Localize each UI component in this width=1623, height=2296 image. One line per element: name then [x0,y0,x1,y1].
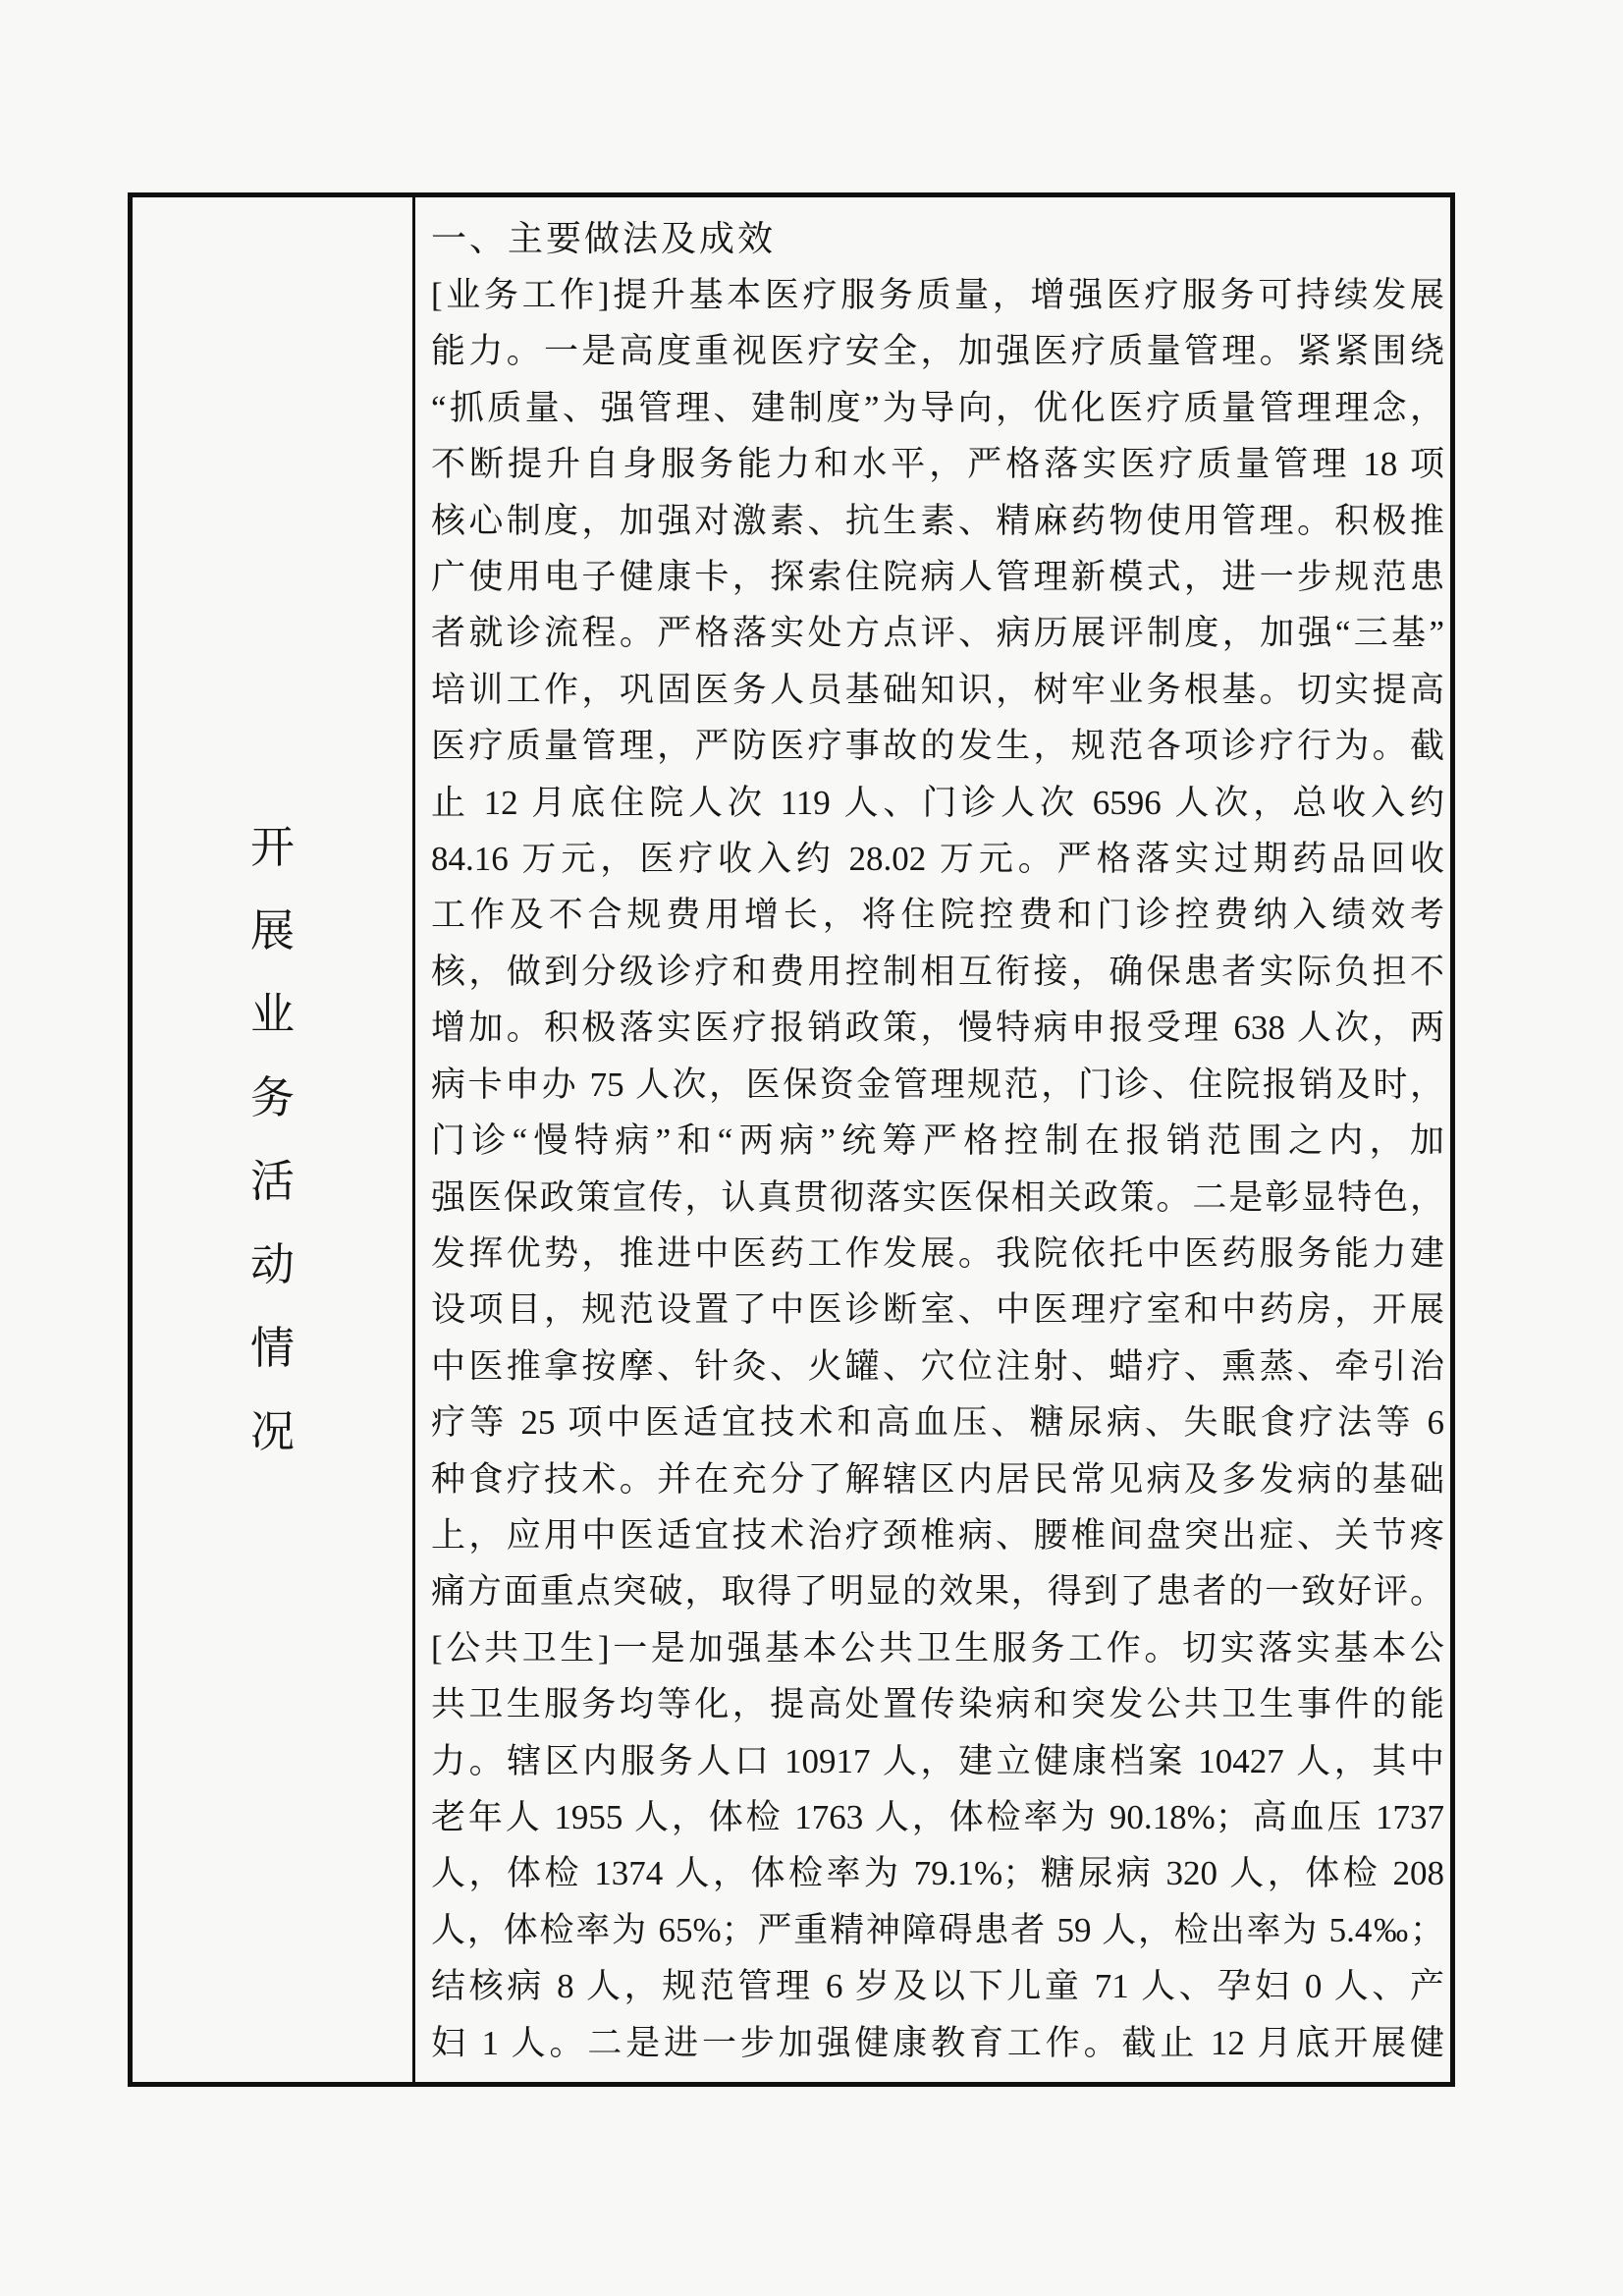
text-line: 能力。一是高度重视医疗安全，加强医疗质量管理。紧紧围绕 [431,332,1444,371]
text-line: 设项目，规范设置了中医诊断室、中医理疗室和中药房，开展 [431,1290,1444,1330]
text-line: 中医推拿按摩、针灸、火罐、穴位注射、蜡疗、熏蒸、牵引治 [431,1346,1444,1386]
row-header-char: 务 [249,1072,295,1122]
text-line: 妇 1 人。二是进一步加强健康教育工作。截止 12 月底开展健 [431,2023,1444,2062]
text-line: 工作及不合规费用增长，将住院控费和门诊控费纳入绩效考 [431,896,1444,935]
text-line: 培训工作，巩固医务人员基础知识，树牢业务根基。切实提高 [431,670,1444,709]
text-line: 门诊“慢特病”和“两病”统筹严格控制在报销范围之内，加 [431,1121,1444,1161]
text-line: 止 12 月底住院人次 119 人、门诊人次 6596 人次，总收入约 [431,783,1444,822]
row-header-char: 活 [249,1156,295,1206]
text-line: 核，做到分级诊疗和费用控制相互衔接，确保患者实际负担不 [431,952,1444,991]
text-line: “抓质量、强管理、建制度”为导向，优化医疗质量管理理念， [431,388,1444,427]
text-line: 增加。积极落实医疗报销政策，慢特病申报受理 638 人次，两 [431,1009,1444,1048]
text-line: 种食疗技术。并在充分了解辖区内居民常见病及多发病的基础 [431,1459,1444,1499]
row-header-cell [133,197,415,2082]
row-header-char: 动 [249,1239,295,1289]
text-line: 者就诊流程。严格落实处方点评、病历展评制度，加强“三基” [431,614,1444,653]
text-line: 力。辖区内服务人口 10917 人，建立健康档案 10427 人，其中 [431,1741,1444,1780]
text-line: 共卫生服务均等化，提高处置传染病和突发公共卫生事件的能 [431,1685,1444,1724]
row-header-char: 业 [249,989,295,1039]
text-line: 强医保政策宣传，认真贯彻落实医保相关政策。二是彰显特色， [431,1177,1444,1217]
text-line: 疗等 25 项中医适宜技术和高血压、糖尿病、失眠食疗法等 6 [431,1403,1444,1443]
text-line: [业务工作]提升基本医疗服务质量，增强医疗服务可持续发展 [431,276,1444,314]
row-header-char: 展 [249,905,295,956]
report-table [128,192,1455,2087]
row-header-char: 情 [249,1323,295,1373]
text-line: 核心制度，加强对激素、抗生素、精麻药物使用管理。积极推 [431,501,1444,540]
text-line: 病卡申办 75 人次，医保资金管理规范，门诊、住院报销及时， [431,1065,1444,1104]
text-line: 痛方面重点突破，取得了明显的效果，得到了患者的一致好评。 [431,1572,1444,1612]
content-cell [415,197,1450,2082]
text-line: 广使用电子健康卡，探索住院病人管理新模式，进一步规范患 [431,558,1444,597]
text-line: 医疗质量管理，严防医疗事故的发生，规范各项诊疗行为。截 [431,727,1444,766]
row-header-vertical-label [249,822,295,1456]
text-line: 结核病 8 人，规范管理 6 岁及以下儿童 71 人、孕妇 0 人、产 [431,1967,1444,2006]
text-line: 不断提升自身服务能力和水平，严格落实医疗质量管理 18 项 [431,445,1444,484]
section-heading: 一、主要做法及成效 [431,219,777,258]
text-line: 老年人 1955 人，体检 1763 人，体检率为 90.18%；高血压 1737 [431,1797,1444,1836]
row-header-char: 开 [249,822,295,872]
text-line: 人，体检 1374 人，体检率为 79.1%；糖尿病 320 人，体检 208 [431,1854,1444,1893]
text-line: 发挥优势，推进中医药工作发展。我院依托中医药服务能力建 [431,1233,1444,1273]
body-text [431,267,1444,2071]
text-line: [公共卫生]一是加强基本公共卫生服务工作。切实落实基本公 [431,1628,1444,1667]
text-line: 上，应用中医适宜技术治疗颈椎病、腰椎间盘突出症、关节疼 [431,1515,1444,1555]
text-line: 84.16 万元，医疗收入约 28.02 万元。严格落实过期药品回收 [431,840,1444,879]
text-line: 人，体检率为 65%；严重精神障碍患者 59 人，检出率为 5.4‰； [431,1910,1444,1949]
row-header-char: 况 [249,1406,295,1456]
